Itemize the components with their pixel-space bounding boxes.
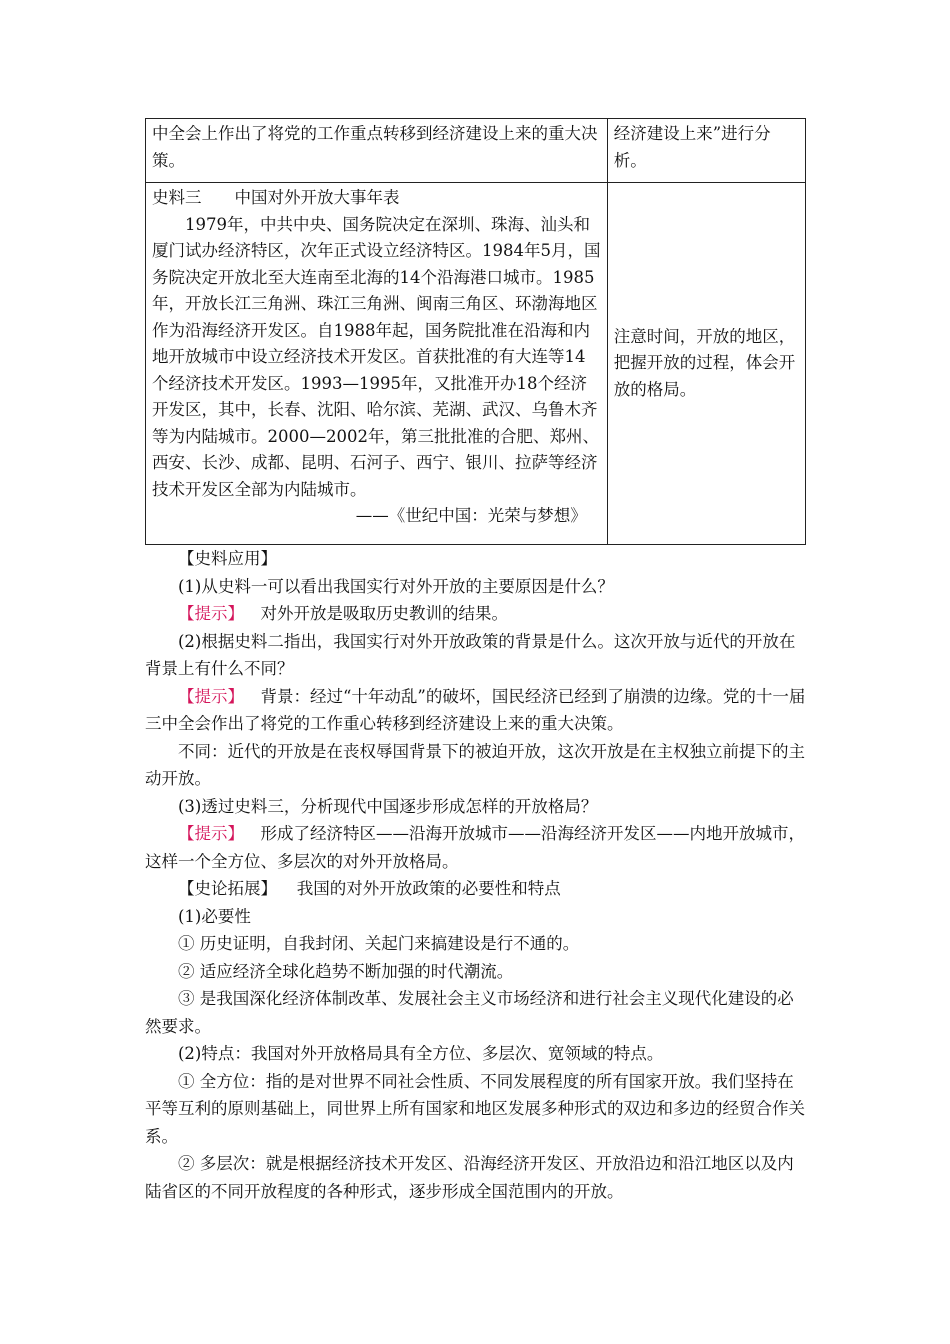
extension-section: [145, 875, 806, 1205]
extension-title: 我国的对外开放政策的必要性和特点: [296, 879, 561, 898]
list-item: ② 适应经济全球化趋势不断加强的时代潮流。: [178, 961, 514, 981]
application-section: [145, 545, 806, 875]
hint-label: 【提示】: [178, 604, 244, 623]
material-source: ——《世纪中国：光荣与梦想》: [355, 506, 587, 525]
guidance-text: 注意时间，开放的地区，把握开放的过程，体会开放的格局。: [613, 326, 796, 399]
list-item: ① 历史证明，自我封闭、关起门来搞建设是行不通的。: [178, 934, 580, 953]
answer-1: [145, 600, 806, 628]
document-page: [145, 118, 806, 1205]
question-1: (1)从史料一可以看出我国实行对外开放的主要原因是什么？: [178, 576, 614, 596]
table-cell-material: [146, 119, 608, 183]
table-cell-guidance: [607, 119, 805, 183]
answer-2: [145, 683, 806, 738]
material-body: 1979年，中共中央、国务院决定在深圳、珠海、汕头和厦门试办经济特区，次年正式设立经济特区。1984年5月，国务院决定开放北至大连南至北海的14个沿海港口城市。1985年，开放长江三角洲、珠江三角洲、闽南三角区、环渤海地区作为沿海经济开发区。自1988年起，国务院批准在沿海和内地开放城市中设立经济技术开发区。首获批准的有大连等14个经济技术开发区。1993—1995年，又批准开办18个经济开发区，其中，长春、沈阳、哈尔滨、芜湖、武汉、乌鲁木齐等为内陆城市。2000—2002年，第三批批准的合肥、郑州、西安、长沙、成都、昆明、石河子、西宁、银川、拉萨等经济技术开发区全部为内陆城市。: [152, 214, 601, 499]
answer-text: 背景：经过“十年动乱”的破坏，国民经济已经到了崩溃的边缘。党的十一届三中全会作出了将党的工作重心转移到经济建设上来的重大决策。: [145, 686, 806, 733]
subsection-features: (2)特点：我国对外开放格局具有全方位、多层次、宽领域的特点。: [178, 1044, 664, 1063]
section-heading: 【史论拓展】: [178, 879, 277, 898]
question-3: (3)透过史料三，分析现代中国逐步形成怎样的开放格局？: [178, 796, 598, 816]
question-2: (2)根据史料二指出，我国实行对外开放政策的背景是什么。这次开放与近代的开放在背景上有什么不同？: [145, 631, 796, 678]
section-heading: 【史料应用】: [178, 549, 277, 568]
list-item: ③ 是我国深化经济体制改革、发展社会主义市场经济和进行社会主义现代化建设的必然要求。: [145, 989, 794, 1036]
hint-label: 【提示】: [178, 824, 244, 843]
extension-heading-line: [145, 875, 806, 903]
material-text: 中全会上作出了将党的工作重点转移到经济建设上来的重大决策。: [152, 124, 598, 170]
source-material-table: [145, 118, 806, 545]
table-row: [146, 119, 806, 183]
list-item: ① 全方位：指的是对世界不同社会性质、不同发展程度的所有国家开放。我们坚持在平等互利的原则基础上，同世界上所有国家和地区发展多种形式的双边和多边的经贸合作关系。: [145, 1071, 805, 1146]
guidance-text: 经济建设上来”进行分析。: [613, 124, 771, 170]
answer-text: 形成了经济特区——沿海开放城市——沿海经济开发区——内地开放城市，这样一个全方位、多层次的对外开放格局。: [145, 824, 805, 871]
table-cell-guidance: [607, 183, 805, 545]
list-item: ② 多层次：就是根据经济技术开发区、沿海经济开发区、开放沿边和沿江地区以及内陆省区的不同开放程度的各种形式，逐步形成全国范围内的开放。: [145, 1154, 794, 1201]
table-cell-material: [146, 183, 608, 545]
material-title: 史料三 中国对外开放大事年表: [152, 188, 400, 207]
subsection-necessity: (1)必要性: [178, 906, 251, 926]
table-row: [146, 183, 806, 545]
answer-2-difference: 不同：近代的开放是在丧权辱国背景下的被迫开放，这次开放是在主权独立前提下的主动开放。: [145, 741, 805, 788]
answer-3: [145, 820, 806, 875]
hint-label: 【提示】: [178, 686, 244, 706]
answer-text: 对外开放是吸取历史教训的结果。: [260, 604, 508, 623]
